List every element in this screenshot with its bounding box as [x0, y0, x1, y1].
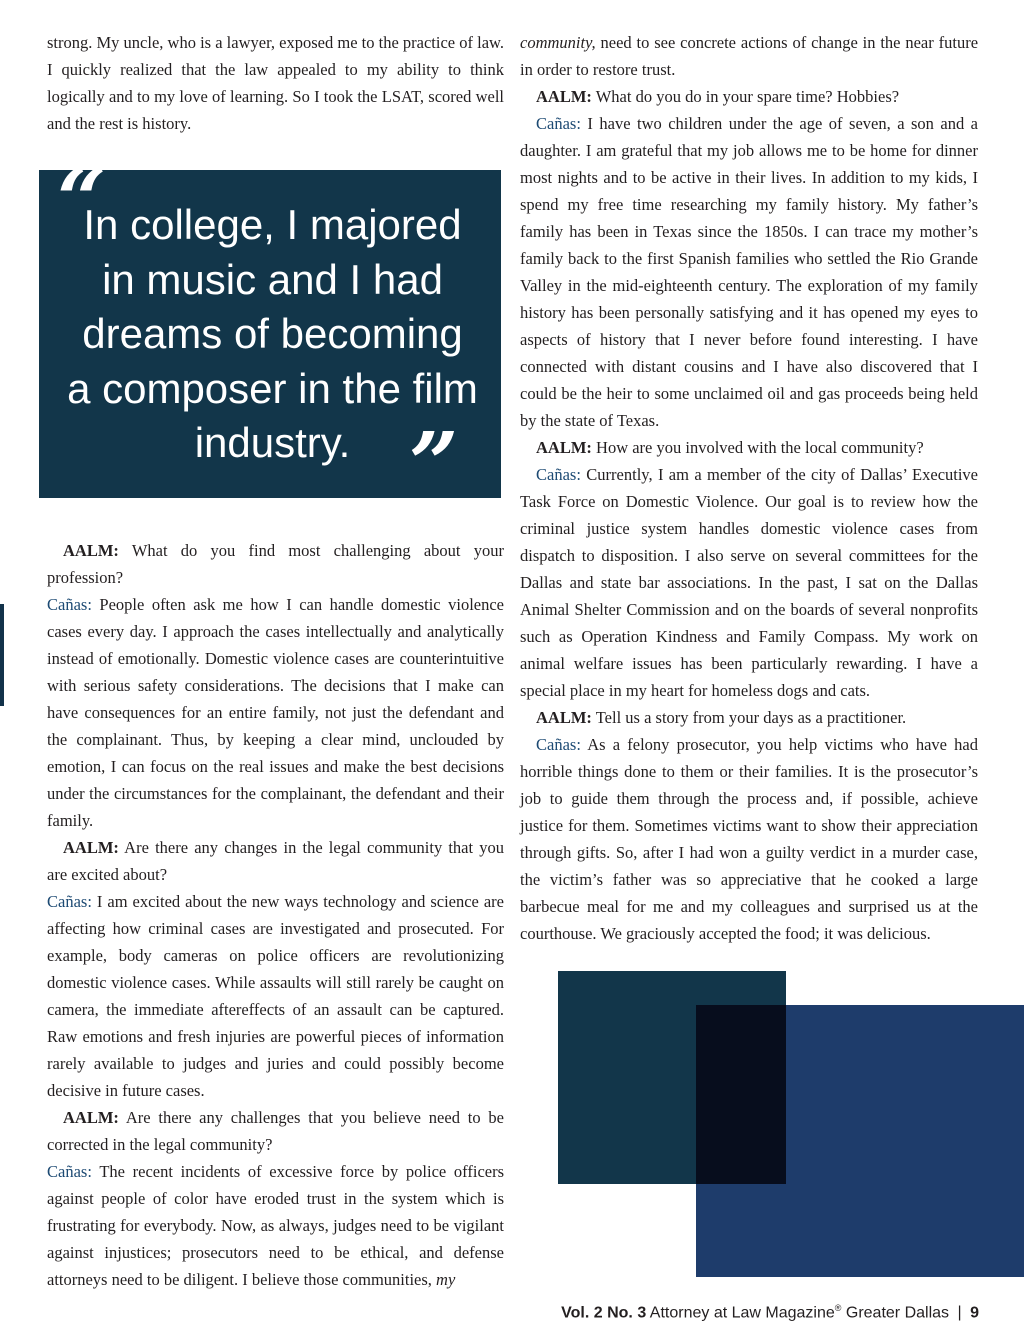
question-text: How are you involved with the local community? — [596, 438, 924, 457]
question-text: Are there any changes in the legal community that you are excited about? — [47, 838, 505, 884]
speaker-label: Cañas: — [47, 595, 92, 614]
answer-text: The recent incidents of excessive force by police officers against people of color have eroded trust in the system which is frustrating for everybody. Now, as always, judges need to be vigilant against injustices; prosecutors need to be ethical, and defense attorneys need to be diligent. I believe those communities, — [47, 1162, 505, 1289]
answer-text: Currently, I am a member of the city of Dallas’ Executive Task Force on Domestic Violence. Our goal is to review how the criminal justice system handles domestic violence cases from dispatch to disposition. I also serve on several committees for the Dallas and state bar associations. In the past, I sat on the Dallas Animal Shelter Commission and on the boards of several nonprofits such as Operation Kindness and Family Compass. My work on animal welfare issues has been particularly rewarding. I have a special place in my heart for homeless dogs and cats. — [520, 465, 979, 700]
answer-text-italic: my — [436, 1270, 456, 1289]
speaker-label: AALM: — [63, 541, 119, 560]
qa-paragraph — [47, 1104, 504, 1158]
speaker-label: Cañas: — [536, 114, 581, 133]
open-quote-mark: “ — [57, 150, 107, 251]
answer-text: As a felony prosecutor, you help victims who have had horrible things done to them or their families. It is the prosecutor’s job to guide them through the process and, if possible, achieve justice for them. Sometimes victims want to show their appreciation through gifts. So, after I had won a guilty verdict in a murder case, the victim’s father was so appreciative that he cooked a large barbecue meal for me and my colleagues and surprised us at the courthouse. We graciously accepted the food; it was delicious. — [520, 735, 979, 943]
question-text: What do you find most challenging about your profession? — [47, 541, 504, 587]
continued-paragraph — [520, 29, 978, 83]
issue-label: Vol. 2 No. 3 — [561, 1304, 647, 1322]
column-left-interview — [47, 537, 504, 1293]
speaker-label: AALM: — [536, 87, 592, 106]
speaker-label: Cañas: — [47, 1162, 92, 1181]
column-right-interview — [520, 29, 978, 947]
answer-text: People often ask me how I can handle domestic violence cases every day. I approach the cases intellectually and analytically instead of emotionally. Domestic violence cases are counterintuitive with serious safety considerations. The decisions that I make can have consequences for an entire family, not just the defendant and the complainant. Thus, by keeping a clear mind, unclouded by emotion, I can focus on the real issues and make the best decisions under the circumstances for the complainant, the defendant and their family. — [47, 595, 505, 830]
qa-paragraph — [520, 110, 978, 434]
qa-paragraph — [520, 434, 978, 461]
question-text: Tell us a story from your days as a practitioner. — [595, 708, 907, 727]
close-quote-mark: ” — [409, 414, 459, 515]
qa-paragraph — [520, 461, 978, 704]
answer-text: I have two children under the age of seven, a son and a daughter. I am grateful that my job allows me to be home for dinner most nights and to be active in their lives. In addition to my kids, I spend my free time researching my family history. My father’s family has been in Texas since the 1850s. I can trace my mother’s family back to the first Spanish families who settled the Rio Grande Valley in the mid-eighteenth century. The exploration of my family history has been personally satisfying and it has opened my eyes to aspects of history that I never before found interesting. I have connected with distant cousins and I have also discovered that I could be the heir to some unclaimed oil and gas proceeds being held by the state of Texas. — [520, 114, 979, 430]
qa-paragraph — [520, 83, 978, 110]
qa-paragraph — [47, 834, 504, 888]
qa-paragraph — [47, 537, 504, 591]
speaker-label: Cañas: — [536, 465, 581, 484]
left-edge-accent-bar — [0, 604, 4, 706]
page-footer — [561, 1303, 979, 1322]
footer-separator: | — [957, 1304, 962, 1322]
qa-paragraph — [47, 1158, 504, 1293]
edition-name: Greater Dallas — [845, 1304, 950, 1322]
page-number: 9 — [970, 1304, 979, 1322]
qa-paragraph — [520, 704, 978, 731]
continued-text: need to see concrete actions of change in the near future in order to restore trust. — [520, 33, 979, 79]
question-text: Are there any challenges that you believe need to be corrected in the legal community? — [47, 1108, 504, 1154]
speaker-label: AALM: — [536, 438, 592, 457]
continued-italic: community, — [520, 33, 596, 52]
speaker-label: Cañas: — [536, 735, 581, 754]
qa-paragraph — [520, 731, 978, 947]
speaker-label: AALM: — [63, 1108, 119, 1127]
decorative-square-overlap — [696, 1005, 786, 1184]
speaker-label: AALM: — [536, 708, 592, 727]
qa-paragraph — [47, 888, 504, 1104]
pull-quote-box — [39, 150, 501, 515]
answer-text: I am excited about the new ways technology and science are affecting how criminal cases are investigated and prosecuted. For example, body cameras on police officers are revolutionizing domestic violence cases. While assaults will still rarely be caught on camera, the immediate aftereffects of an assault can be captured. Raw emotions and fresh injuries are powerful pieces of information rarely available to judges and juries and could possibly become decisive in future cases. — [47, 892, 505, 1100]
intro-paragraph: strong. My uncle, who is a lawyer, exposed me to the practice of law. I quickly realized that the law appealed to my ability to think logically and to my love of learning. So I took the LSAT, scored well and the rest is history. — [47, 33, 504, 133]
magazine-name: Attorney at Law Magazine — [649, 1304, 835, 1322]
question-text: What do you do in your spare time? Hobbies? — [595, 87, 900, 106]
speaker-label: AALM: — [63, 838, 119, 857]
pull-quote-text: In college, I majored in music and I had dreams of becoming a composer in the film industry. — [67, 201, 478, 466]
speaker-label: Cañas: — [47, 892, 92, 911]
column-left-top — [47, 29, 504, 137]
qa-paragraph — [47, 591, 504, 834]
registered-mark: ® — [834, 1303, 842, 1313]
